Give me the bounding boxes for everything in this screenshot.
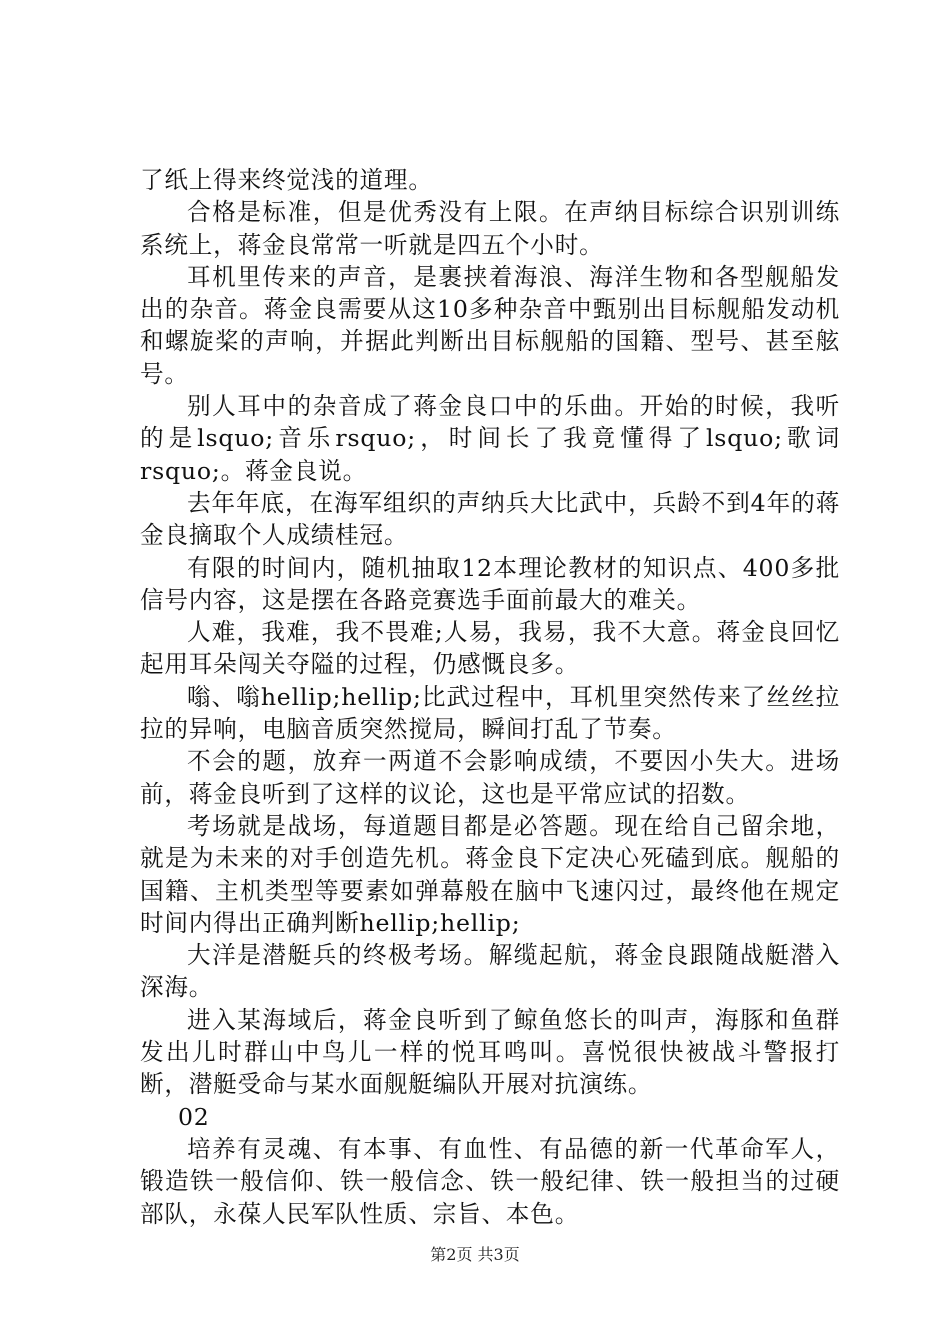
- page-number-footer: 第2页 共3页: [430, 1245, 520, 1264]
- document-body: [140, 164, 840, 1230]
- paragraph: 大洋是潜艇兵的终极考场。解缆起航，蒋金良跟随战艇潜入深海。: [140, 941, 840, 1002]
- paragraph: 别人耳中的杂音成了蒋金良口中的乐曲。开始的时候，我听的是lsquo;音乐rsquo;，时间长了我竟懂得了lsquo;歌词rsquo;。蒋金良说。: [140, 392, 840, 485]
- paragraph: 去年年底，在海军组织的声纳兵大比武中，兵龄不到4年的蒋金良摘取个人成绩桂冠。: [140, 488, 840, 550]
- section-number: 02: [178, 1102, 210, 1131]
- paragraph: 考场就是战场，每道题目都是必答题。现在给自己留余地，就是为未来的对手创造先机。蒋金良下定决心死磕到底。舰船的国籍、主机类型等要素如弹幕般在脑中飞速闪过，最终他在规定时间内得出正确判断hellip;hellip;: [140, 811, 840, 937]
- paragraph: 有限的时间内，随机抽取12本理论教材的知识点、400多批信号内容，这是摆在各路竞赛选手面前最大的难关。: [140, 553, 840, 614]
- paragraph: 了纸上得来终觉浅的道理。: [140, 166, 433, 194]
- paragraph: 培养有灵魂、有本事、有血性、有品德的新一代革命军人，锻造铁一般信仰、铁一般信念、铁一般纪律、铁一般担当的过硬部队，永葆人民军队性质、宗旨、本色。: [140, 1134, 840, 1228]
- paragraph: 人难，我难，我不畏难;人易，我易，我不大意。蒋金良回忆起用耳朵闯关夺隘的过程，仍感慨良多。: [140, 618, 840, 679]
- paragraph: 耳机里传来的声音，是裹挟着海浪、海洋生物和各型舰船发出的杂音。蒋金良需要从这10多种杂音中甄别出目标舰船发动机和螺旋桨的声响，并据此判断出目标舰船的国籍、型号、甚至舷号。: [140, 262, 840, 388]
- paragraph: 不会的题，放弃一两道不会影响成绩，不要因小失大。进场前，蒋金良听到了这样的议论，这也是平常应试的招数。: [140, 747, 840, 808]
- paragraph: 合格是标准，但是优秀没有上限。在声纳目标综合识别训练系统上，蒋金良常常一听就是四五个小时。: [140, 198, 840, 259]
- paragraph: 嗡、嗡hellip;hellip;比武过程中，耳机里突然传来了丝丝拉拉的异响，电脑音质突然搅局，瞬间打乱了节奏。: [140, 682, 840, 744]
- paragraph: 进入某海域后，蒋金良听到了鲸鱼悠长的叫声，海豚和鱼群发出儿时群山中鸟儿一样的悦耳鸣叫。喜悦很快被战斗警报打断，潜艇受命与某水面舰艇编队开展对抗演练。: [140, 1005, 840, 1099]
